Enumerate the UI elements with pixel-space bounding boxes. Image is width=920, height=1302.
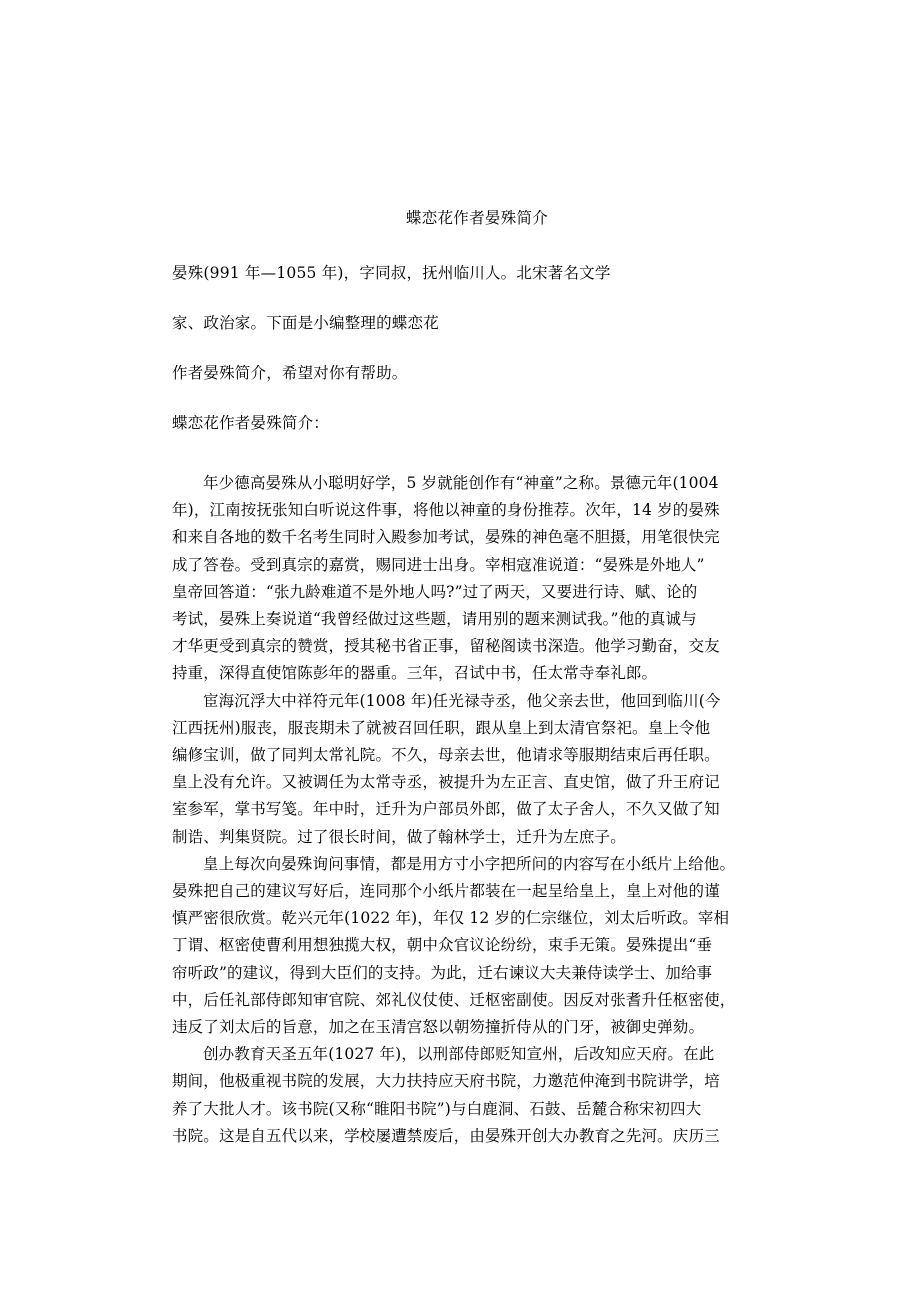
- text-line: 考试，晏殊上奏说道“我曾经做过这些题，请用别的题来测试我。”他的真诚与: [172, 610, 697, 629]
- document-body: [172, 470, 784, 1150]
- intro-line: 作者晏殊简介，希望对你有帮助。: [172, 364, 408, 382]
- text-line: 创办教育天圣五年(1027 年)，以刑部侍郎贬知宣州，后改知应天府。在此: [203, 1045, 715, 1064]
- page-title: 蝶恋花作者晏殊简介: [405, 209, 549, 227]
- section-heading: 蝶恋花作者晏殊简介：: [172, 414, 330, 432]
- text-line: 帘听政”的建议，得到大臣们的支持。为此，迁右谏议大夫兼侍读学士、加给事: [172, 963, 713, 982]
- text-line: 和来自各地的数千名考生同时入殿参加考试，晏殊的神色毫不胆摄，用笔很快完: [172, 528, 720, 547]
- text-line: 年少德高晏殊从小聪明好学，5 岁就能创作有“神童”之称。景德元年(1004: [203, 474, 719, 492]
- text-line: 江西抚州)服丧，服丧期未了就被召回任职，跟从皇上到太清官祭祀。皇上令他: [172, 718, 711, 737]
- text-line: 皇上每次向晏殊询问事情，都是用方寸小字把所问的内容写在小纸片上给他。: [203, 854, 736, 873]
- text-line: 室参军，掌书写笺。年中时，迁升为户部员外郎，做了太子舍人，不久又做了知: [172, 800, 720, 819]
- text-line: 皇上没有允许。又被调任为太常寺丞，被提升为左正言、直史馆，做了升王府记: [172, 773, 720, 792]
- intro-block: [172, 248, 782, 448]
- text-line: 持重，深得直使馆陈彭年的器重。三年，召试中书，任太常寺奉礼郎。: [172, 664, 658, 683]
- text-line: 慎严密很欣赏。乾兴元年(1022 年)，年仅 12 岁的仁宗继位，刘太后听政。宰相: [172, 909, 730, 928]
- text-line: 年)，江南按抚张知白听说这件事，将他以神童的身份推荐。次年，14 岁的晏殊: [172, 501, 720, 520]
- text-line: 养了大批人才。该书院(又称“睢阳书院”)与白鹿洞、石鼓、岳麓合称宋初四大: [172, 1099, 702, 1118]
- text-line: 编修宝训，做了同判太常礼院。不久，母亲去世，他请求等服期结束后再任职。: [172, 746, 720, 765]
- text-line: 书院。这是自五代以来，学校屡遭禁废后，由晏殊开创大办教育之先河。庆历三: [172, 1126, 720, 1145]
- text-line: 才华更受到真宗的赞赏，授其秘书省正事，留秘阁读书深造。他学习勤奋，交友: [172, 637, 720, 656]
- text-line: 中，后任礼部侍郎知审官院、郊礼仪仗使、迁枢密副使。因反对张耆升任枢密使，: [172, 990, 736, 1009]
- text-line: 违反了刘太后的旨意，加之在玉清宫怒以朝笏撞折侍从的门牙，被御史弹劾。: [172, 1018, 705, 1037]
- paragraph-emperor-consultation: [172, 851, 784, 1041]
- text-line: 丁谓、枢密使曹利用想独揽大权，朝中众官议论纷纷，束手无策。晏殊提出“垂: [172, 936, 713, 955]
- intro-line: 晏殊(991 年—1055 年)，字同叔，抚州临川人。北宋著名文学: [172, 264, 611, 282]
- paragraph-early-life: [172, 470, 784, 688]
- text-line: 晏殊把自己的建议写好后，连同那个小纸片都装在一起呈给皇上，皇上对他的谨: [172, 882, 720, 901]
- text-line: 宦海沉浮大中祥符元年(1008 年)任光禄寺丞，他父亲去世，他回到临川(今: [203, 691, 721, 710]
- text-line: 制诰、判集贤院。过了很长时间，做了翰林学士，迁升为左庶子。: [172, 827, 626, 846]
- intro-line: 家、政治家。下面是小编整理的蝶恋花: [172, 314, 439, 332]
- paragraph-education: [172, 1041, 784, 1150]
- text-line: 期间，他极重视书院的发展，大力扶持应天府书院，力邀范仲淹到书院讲学，培: [172, 1072, 720, 1091]
- text-line: 皇帝回答道：“张九龄难道不是外地人吗?”过了两天，又要进行诗、赋、论的: [172, 582, 698, 601]
- paragraph-official-career: [172, 688, 784, 851]
- text-line: 成了答卷。受到真宗的嘉赏，赐同进士出身。宰相寇准说道：“晏殊是外地人”: [172, 555, 705, 574]
